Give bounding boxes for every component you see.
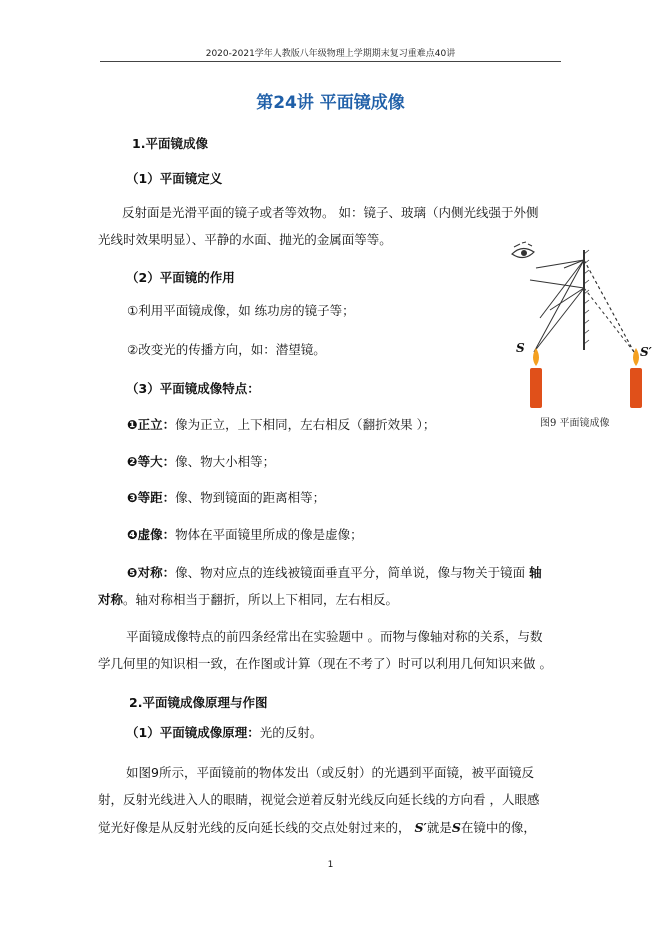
explanation-line-3-end: 在镜中的像， bbox=[460, 820, 536, 835]
sub-3-heading: （3）平面镜成像特点： bbox=[126, 381, 260, 396]
definition-line-2: 光线时效果明显）、平静的水面、抛光的金属面等等。 bbox=[98, 232, 392, 247]
definition-line-1: 反射面是光滑平面的镜子或者等效物。 如：镜子、玻璃（内侧光线强于外侧 bbox=[122, 205, 539, 220]
mirror-figure bbox=[500, 240, 661, 415]
section-2-heading: 2.平面镜成像原理与作图 bbox=[129, 695, 268, 710]
feature-1 bbox=[127, 412, 435, 438]
feature-4 bbox=[127, 522, 363, 548]
feature-5-text: 像、物对应点的连线被镜面垂直平分，简单说，像与物关于镜面 bbox=[175, 565, 530, 580]
explanation-line-3 bbox=[98, 815, 536, 841]
feature-5-bold-tail: 轴 bbox=[529, 565, 542, 580]
plane-mirror bbox=[584, 250, 589, 350]
explanation-line-1: 如图9所示，平面镜前的物体发出（或反射）的光遇到平面镜，被平面镜反 bbox=[126, 765, 534, 780]
feature-1-text: 像为正立，上下相同，左右相反（翻折效果 ）； bbox=[175, 417, 436, 432]
sub-1-heading: （1）平面镜定义 bbox=[126, 171, 223, 186]
candle-object bbox=[530, 348, 542, 408]
feature-5-line2-text: 。轴对称相当于翻折，所以上下相同，左右相反。 bbox=[123, 592, 399, 607]
principle-heading: （1）平面镜成像原理： bbox=[126, 725, 260, 740]
summary-line-1: 平面镜成像特点的前四条经常出在实验题中 。而物与像轴对称的关系，与数 bbox=[126, 629, 543, 644]
s-prime-symbol: S′ bbox=[414, 820, 427, 835]
header-divider bbox=[100, 61, 561, 62]
function-item-1: ①利用平面镜成像，如 练功房的镜子等； bbox=[127, 303, 355, 318]
feature-4-label: ❹虚像： bbox=[127, 527, 176, 542]
s-symbol: S bbox=[451, 820, 461, 835]
light-rays bbox=[530, 260, 584, 352]
feature-3 bbox=[127, 485, 325, 511]
feature-5 bbox=[127, 560, 567, 586]
feature-2 bbox=[127, 449, 275, 475]
page-title: 第24讲 平面镜成像 bbox=[256, 93, 405, 113]
section-1-heading: 1.平面镜成像 bbox=[132, 136, 208, 151]
feature-4-text: 物体在平面镜里所成的像是虚像； bbox=[175, 527, 363, 542]
feature-3-text: 像、物到镜面的距离相等； bbox=[175, 490, 326, 505]
principle-line bbox=[126, 720, 322, 746]
summary-line-2: 学几何里的知识相一致，在作图或计算（现在不考了）时可以利用几何知识来做 。 bbox=[98, 656, 552, 671]
label-s: S bbox=[516, 341, 525, 355]
feature-5-line-2 bbox=[98, 587, 398, 613]
feature-3-label: ❸等距： bbox=[127, 490, 176, 505]
page-number: 1 bbox=[327, 860, 334, 870]
figure-caption: 图9 平面镜成像 bbox=[540, 418, 610, 429]
explanation-line-3-start: 觉光好像是从反射光线的反向延长线的交点处射过来的， bbox=[98, 820, 411, 835]
sub-2-heading: （2）平面镜的作用 bbox=[126, 270, 235, 285]
feature-5-label: ❺对称： bbox=[127, 565, 176, 580]
label-s-prime: S′ bbox=[640, 345, 652, 359]
feature-1-label: ❶正立： bbox=[127, 417, 176, 432]
page-header: 2020-2021学年人教版八年级物理上学期期末复习重难点40讲 bbox=[205, 49, 456, 59]
eye-icon bbox=[512, 242, 534, 258]
explanation-line-3-mid: 就是 bbox=[426, 820, 452, 835]
function-item-2: ②改变光的传播方向，如：潜望镜。 bbox=[127, 342, 326, 357]
feature-5-line2-bold: 对称 bbox=[98, 592, 124, 607]
feature-2-label: ❷等大： bbox=[127, 454, 176, 469]
principle-text: 光的反射。 bbox=[259, 725, 323, 740]
explanation-line-2: 射，反射光线进入人的眼睛，视觉会逆着反射光线反向延长线的方向看 ，人眼感 bbox=[98, 792, 540, 807]
feature-2-text: 像、物大小相等； bbox=[175, 454, 276, 469]
virtual-ray-extensions bbox=[584, 260, 634, 352]
